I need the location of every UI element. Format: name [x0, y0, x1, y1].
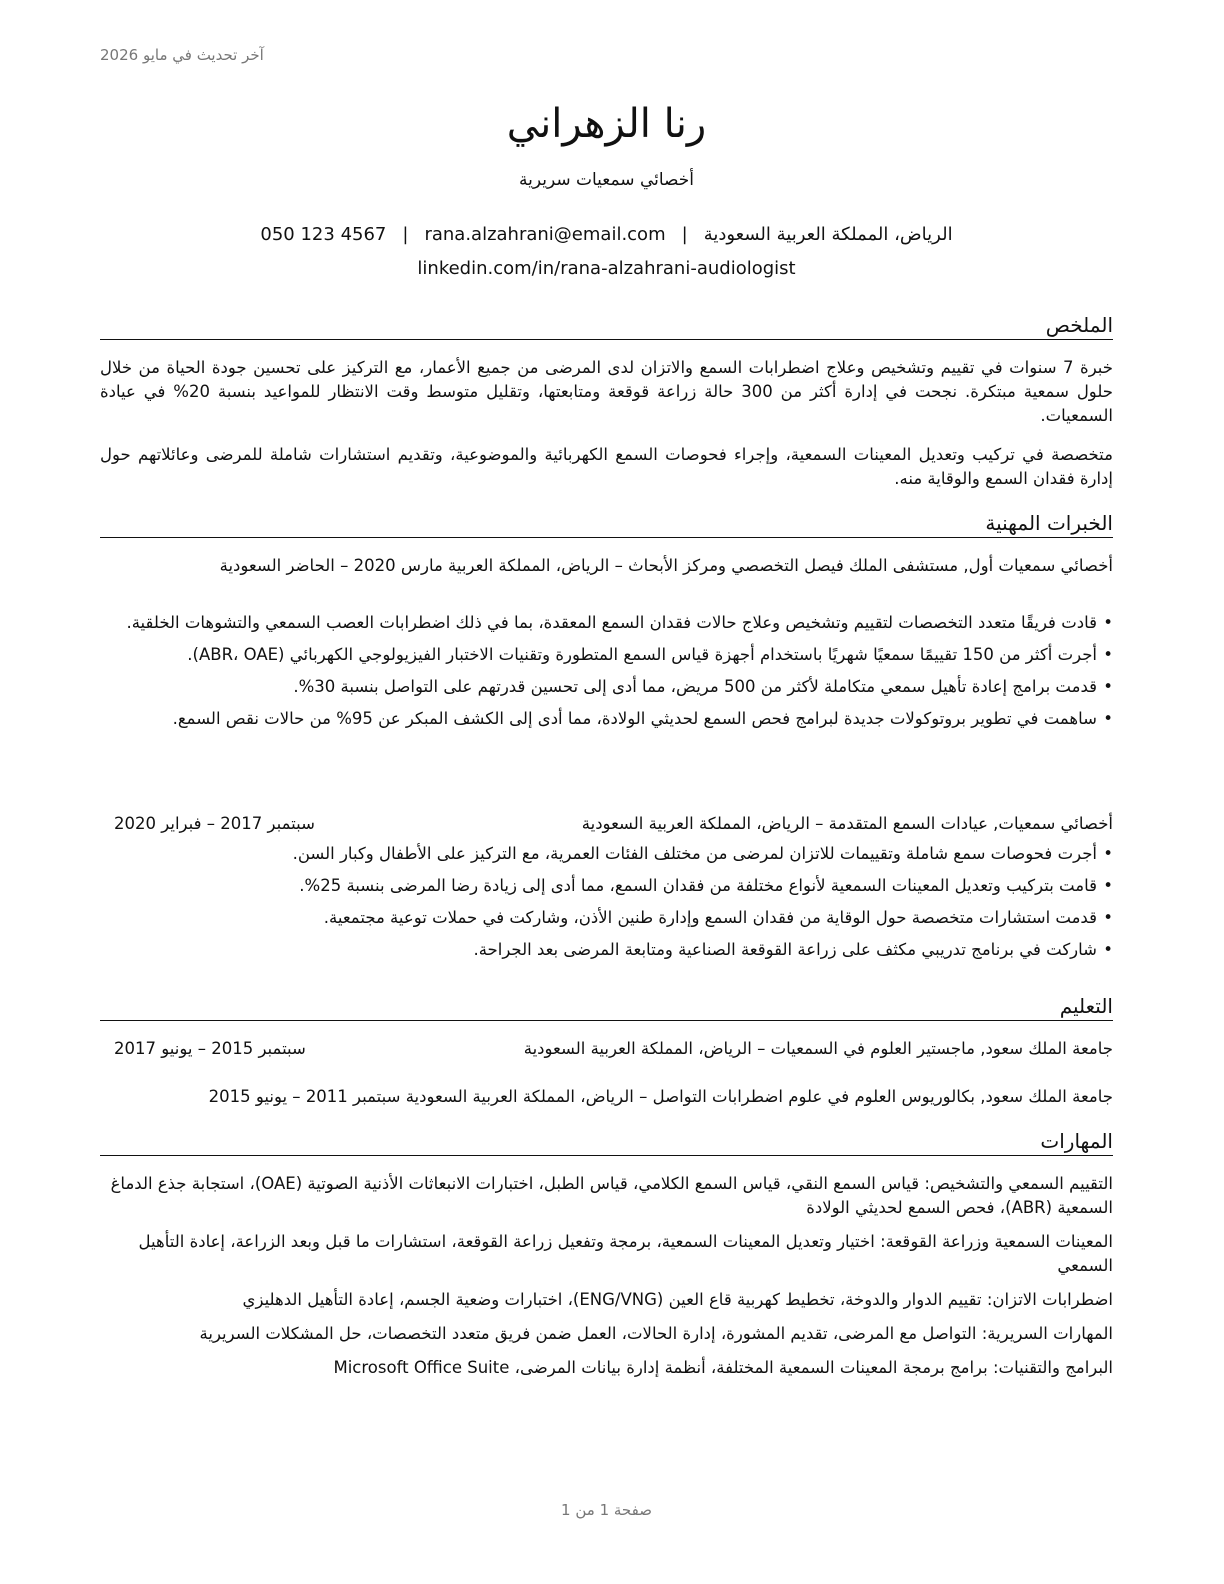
list-item: • قامت بتركيب وتعديل المعينات السمعية لأنواع مختلفة من فقدان السمع، مما أدى إلى زيادة رضا المرضى بنسبة 25%. [100, 874, 1113, 898]
contact-separator: | [402, 224, 409, 245]
summary-paragraph-1: خبرة 7 سنوات في تقييم وتشخيص وعلاج اضطرابات السمع والاتزان لدى المرضى من جميع الأعمار، مع التركيز على تحسين جودة الحياة من خلال حلول سمعية مبتكرة. نجحت في إدارة أكثر من 300 حالة زراعة قوقعة ومتابعتها، وتقليل متوسط وقت الانتظار للمواعيد بنسبة 20% في عيادة السمعيات. [100, 358, 1113, 425]
phone-number: 050 123 4567 [260, 224, 387, 245]
list-item: • ساهمت في تطوير بروتوكولات جديدة لبرامج فحص السمع لحديثي الولادة، مما أدى إلى الكشف المبكر عن 95% من حالات نقص السمع. [100, 707, 1113, 731]
skill-item: البرامج والتقنيات: برامج برمجة المعينات السمعية المختلفة، أنظمة إدارة بيانات المرضى، Microsoft Office Suite [333, 1358, 1113, 1377]
job-header-1: أخصائي سمعيات أول, مستشفى الملك فيصل التخصصي ومركز الأبحاث – الرياض، المملكة العربية مارس 2020 – الحاضر السعودية [219, 556, 1113, 575]
education-dates: سبتمبر 2015 – يونيو 2017 [114, 1039, 306, 1058]
skill-item: اضطرابات الاتزان: تقييم الدوار والدوخة، تخطيط كهربية قاع العين (ENG/VNG)، اختبارات وضعية الجسم، إعادة التأهيل الدهليزي [242, 1290, 1113, 1309]
last-updated: آخر تحديث في مايو 2026 [100, 46, 264, 64]
list-item: • قدمت استشارات متخصصة حول الوقاية من فقدان السمع وإدارة طنين الأذن، وشاركت في حملات توعية مجتمعية. [100, 906, 1113, 930]
section-heading-experience: الخبرات المهنية [100, 510, 1113, 538]
section-heading-skills: المهارات [100, 1128, 1113, 1156]
section-heading-education: التعليم [100, 993, 1113, 1021]
list-item: • قدمت برامج إعادة تأهيل سمعي متكاملة لأكثر من 500 مريض، مما أدى إلى تحسين قدرتهم على التواصل بنسبة 30%. [100, 675, 1113, 699]
linkedin-link[interactable]: linkedin.com/in/rana-alzahrani-audiologist [417, 258, 796, 279]
job-bullets-2 [100, 842, 1113, 970]
skill-item: التقييم السمعي والتشخيص: قياس السمع النقي، قياس السمع الكلامي، قياس الطبل، اختبارات الانبعاثات الأذنية الصوتية (OAE)، استجابة جذع الدماغ السمعية (ABR)، فحص السمع لحديثي الولادة [110, 1174, 1113, 1217]
candidate-name: رنا الزهراني [506, 101, 707, 147]
list-item: • قادت فريقًا متعدد التخصصات لتقييم وتشخيص وعلاج حالات فقدان السمع المعقدة، بما في ذلك اضطرابات العصب السمعي والتشوهات الخلقية. [100, 611, 1113, 635]
email-link[interactable]: rana.alzahrani@email.com [424, 224, 666, 245]
skill-item: المعينات السمعية وزراعة القوقعة: اختيار وتعديل المعينات السمعية، برمجة وتفعيل زراعة القوقعة، استشارات ما قبل وبعد الزراعة، إعادة التأهيل السمعي [138, 1232, 1113, 1275]
education-degree: جامعة الملك سعود, ماجستير العلوم في السمعيات – الرياض، المملكة العربية السعودية [523, 1039, 1113, 1058]
list-item: • أجرت فحوصات سمع شاملة وتقييمات للاتزان لمرضى من مختلف الفئات العمرية، مع التركيز على الأطفال وكبار السن. [100, 842, 1113, 866]
resume-page [100, 0, 1113, 1584]
job-role-org: أخصائي سمعيات, عيادات السمع المتقدمة – الرياض، المملكة العربية السعودية [581, 814, 1113, 833]
list-item: • أجرت أكثر من 150 تقييمًا سمعيًا شهريًا باستخدام أجهزة قياس السمع المتطورة وتقنيات الاختبار الفيزيولوجي الكهربائي (ABR، OAE). [100, 643, 1113, 667]
contact-separator: | [681, 224, 688, 245]
job-dates: سبتمبر 2017 – فبراير 2020 [114, 814, 315, 833]
section-heading-summary: الملخص [100, 312, 1113, 340]
location: الرياض، المملكة العربية السعودية [703, 224, 953, 245]
summary-paragraph-2: متخصصة في تركيب وتعديل المعينات السمعية، وإجراء فحوصات السمع الكهربائية والموضوعية، وتقديم استشارات شاملة للمرضى وعائلاتهم حول إدارة فقدان السمع والوقاية منه. [100, 445, 1113, 488]
list-item: • شاركت في برنامج تدريبي مكثف على زراعة القوقعة الصناعية ومتابعة المرضى بعد الجراحة. [100, 938, 1113, 962]
skill-item: المهارات السريرية: التواصل مع المرضى، تقديم المشورة، إدارة الحالات، العمل ضمن فريق متعدد التخصصات، حل المشكلات السريرية [199, 1324, 1113, 1343]
page-footer: صفحة 1 من 1 [561, 1501, 652, 1519]
education-degree: جامعة الملك سعود, بكالوريوس العلوم في علوم اضطرابات التواصل – الرياض، المملكة العربية السعودية سبتمبر 2011 – يونيو 2015 [208, 1087, 1113, 1106]
job-bullets-1 [100, 611, 1113, 739]
skills-list [100, 1172, 1113, 1390]
candidate-title: أخصائي سمعيات سريرية [518, 170, 695, 190]
contact-line [100, 224, 1113, 245]
